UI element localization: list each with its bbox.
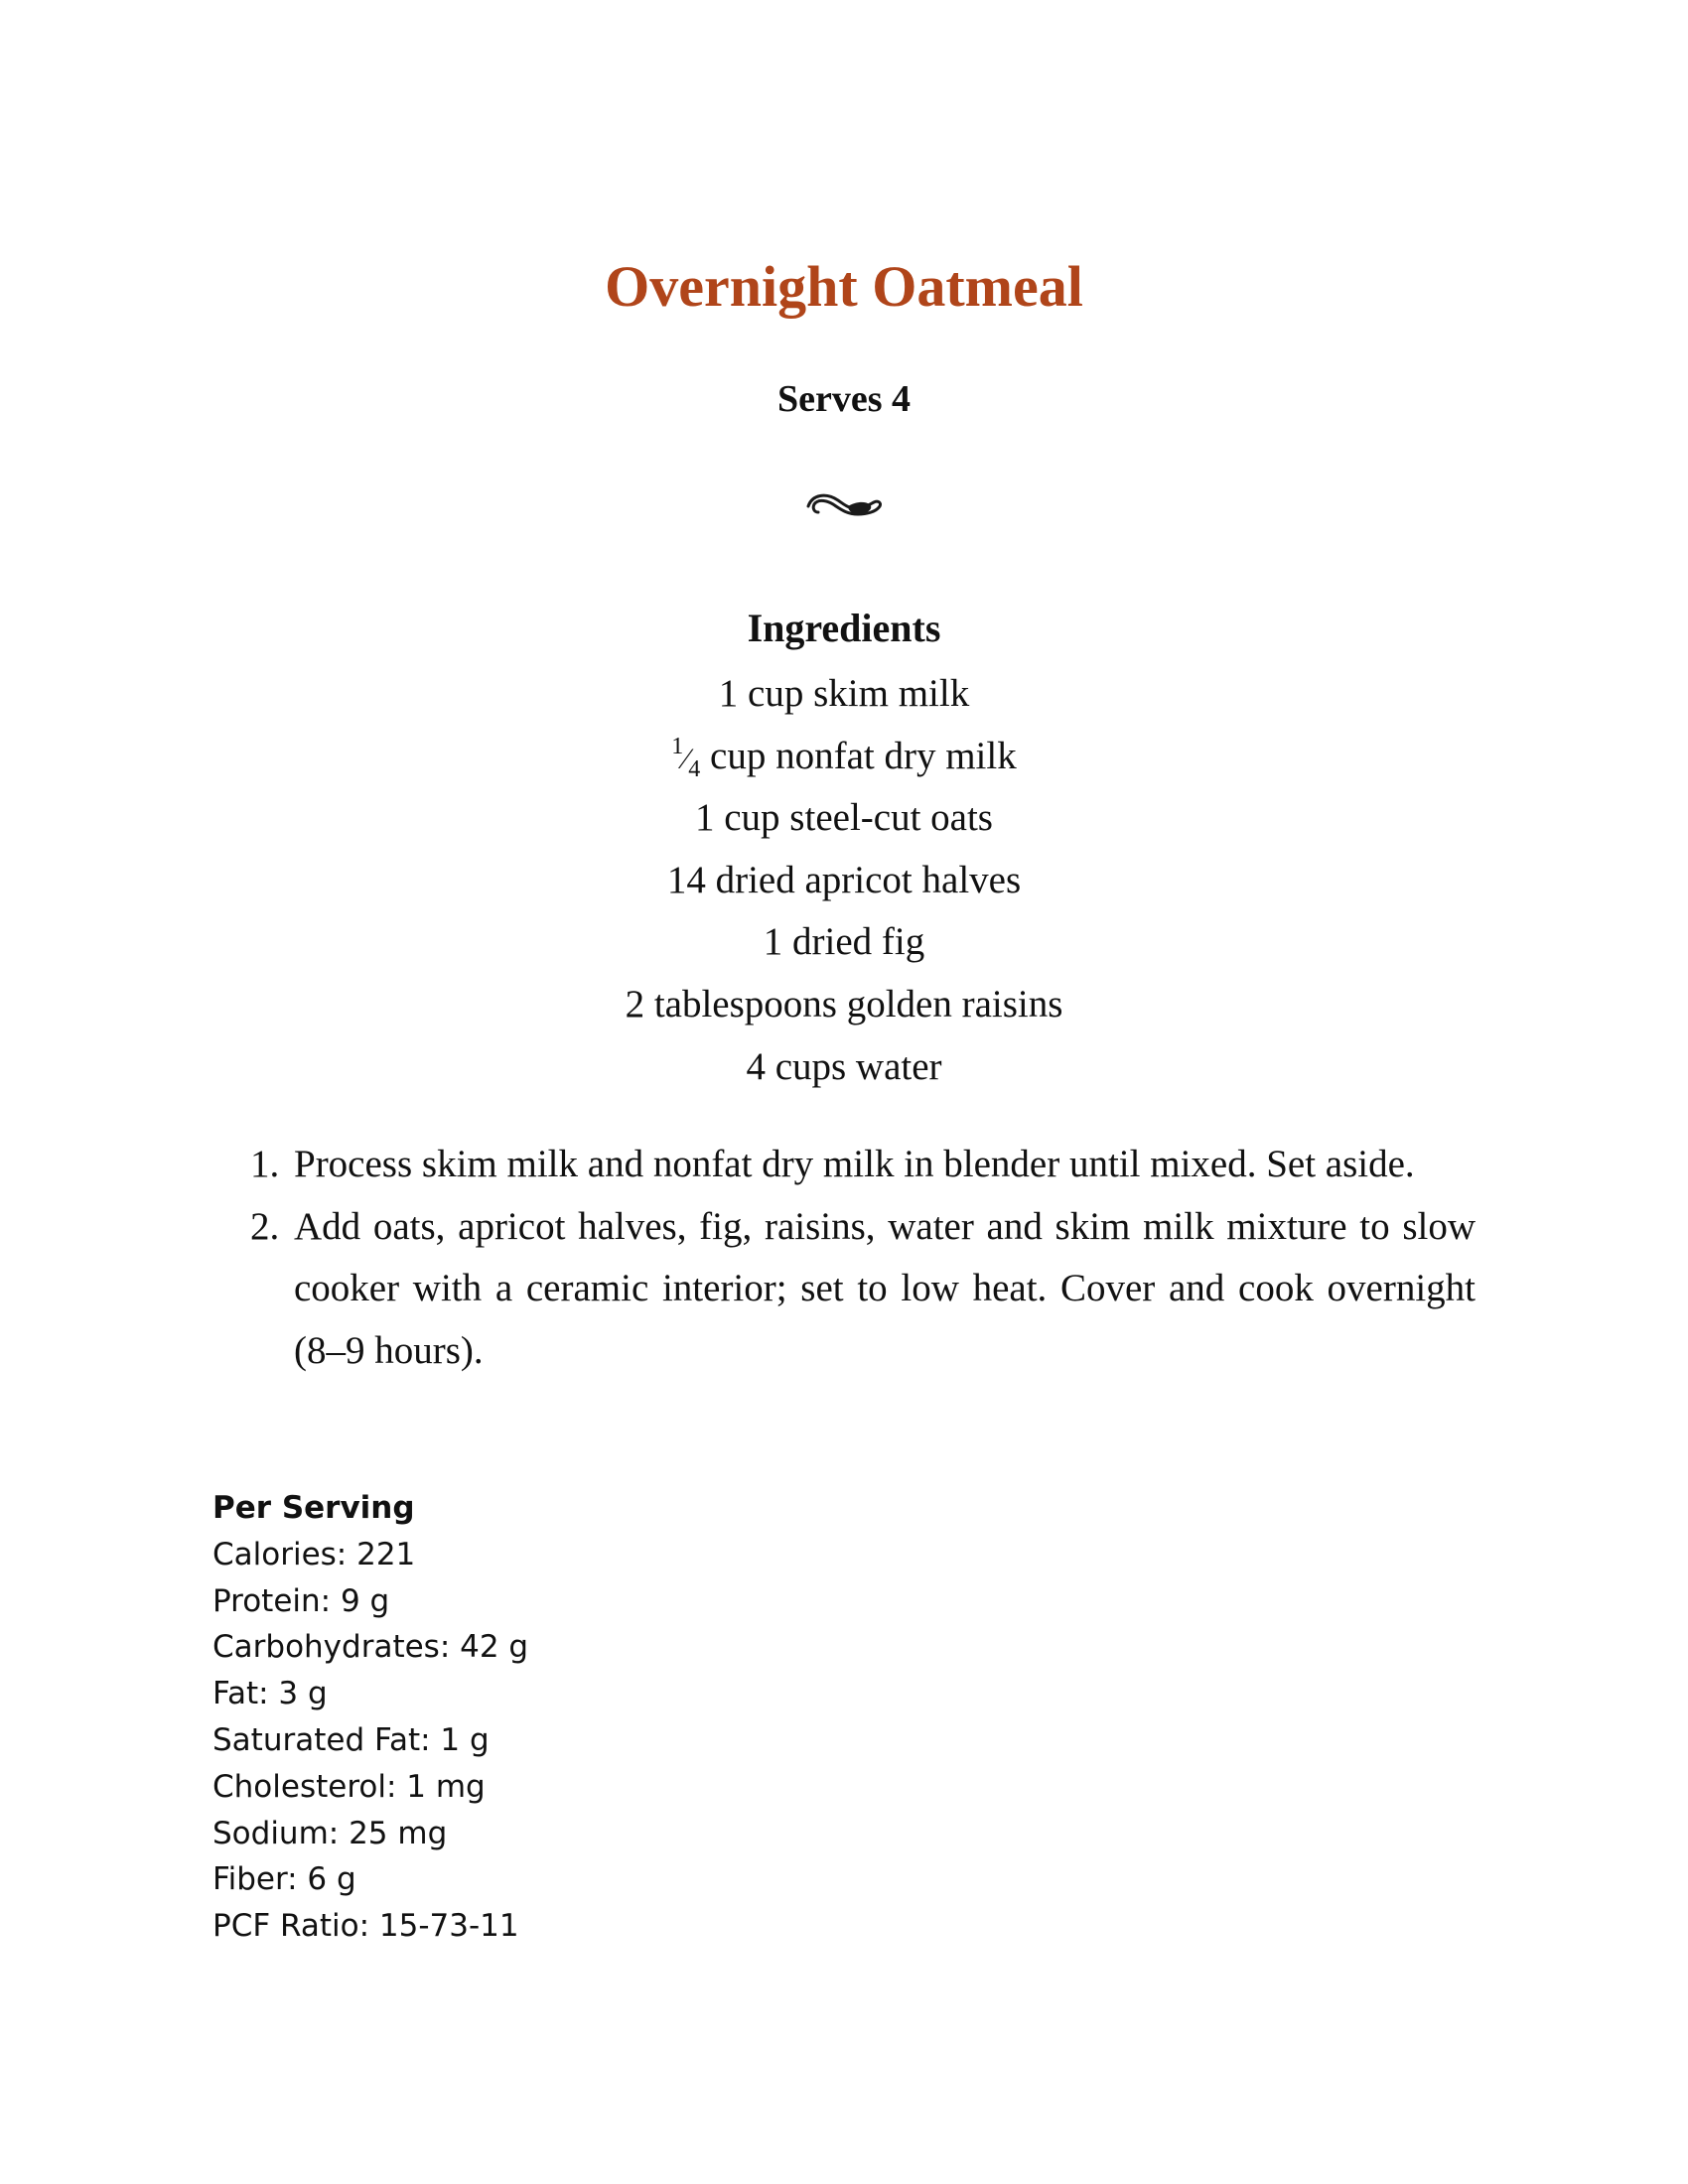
ingredient-text: cup nonfat dry milk — [700, 734, 1017, 777]
ingredient-item: 2 tablespoons golden raisins — [625, 982, 1063, 1025]
nutrition-item: PCF Ratio: 15-73-11 — [212, 1908, 519, 1945]
ingredient-item: 1 dried fig — [763, 920, 925, 964]
instruction-step — [250, 1134, 1476, 1196]
ingredients-section — [0, 600, 1688, 1098]
nutrition-item: Calories: 221 — [212, 1536, 416, 1572]
nutrition-item: Saturated Fat: 1 g — [212, 1721, 490, 1758]
fraction: $^1⁄_4$ — [671, 733, 701, 782]
instruction-step — [250, 1196, 1476, 1383]
ingredient-item: 1 cup steel-cut oats — [695, 796, 993, 840]
ingredient-item: 14 dried apricot halves — [666, 858, 1022, 901]
nutrition-item: Protein: 9 g — [212, 1582, 390, 1619]
ingredient-item: 1 cup skim milk — [718, 672, 970, 715]
serves-label: Serves 4 — [776, 378, 912, 420]
fraction-denominator: 4 — [688, 755, 701, 782]
step-number: 1. — [250, 1143, 280, 1185]
instructions-list — [250, 1134, 1476, 1382]
nutrition-item: Fiber: 6 g — [212, 1861, 356, 1898]
nutrition-list — [212, 1532, 908, 1950]
nutrition-item: Fat: 3 g — [212, 1676, 328, 1712]
recipe-title: Overnight Oatmeal — [605, 254, 1083, 319]
fraction-numerator: 1 — [671, 733, 684, 759]
ingredients-heading: Ingredients — [747, 606, 941, 650]
step-text: Add oats, apricot halves, fig, raisins, water and skim milk mixture to slow cooker with a ceramic interior; set to low heat. Cover and cook overnight (8–9 hours). — [294, 1204, 1476, 1372]
nutrition-item: Cholesterol: 1 mg — [212, 1768, 486, 1805]
nutrition-item: Sodium: 25 mg — [212, 1815, 448, 1851]
nutrition-heading: Per Serving — [212, 1490, 415, 1526]
ingredient-item — [0, 726, 1688, 788]
step-text: Process skim milk and nonfat dry milk in blender until mixed. Set aside. — [294, 1143, 1415, 1185]
step-number: 2. — [250, 1204, 280, 1248]
swash-ornament-icon — [804, 484, 884, 524]
nutrition-item: Carbohydrates: 42 g — [212, 1629, 529, 1666]
nutrition-section — [212, 1485, 908, 1950]
ingredients-list — [0, 663, 1688, 1098]
ingredient-item: 4 cups water — [746, 1044, 942, 1088]
